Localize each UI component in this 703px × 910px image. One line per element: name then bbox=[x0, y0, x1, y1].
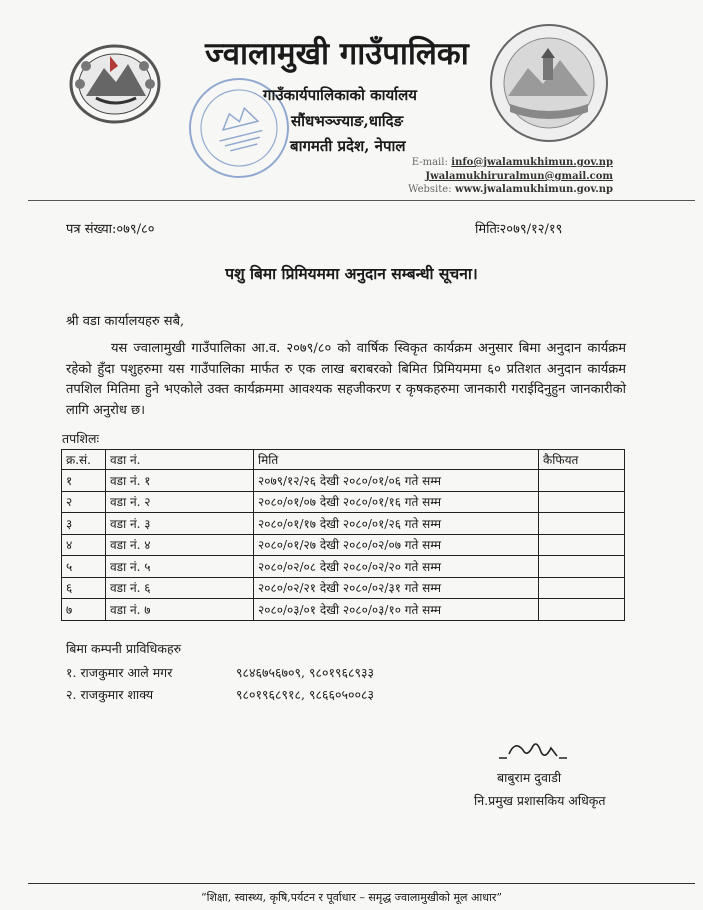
government-emblem bbox=[66, 36, 164, 128]
row-serial: ६ bbox=[62, 577, 106, 599]
table-row bbox=[62, 599, 625, 621]
header-ward: वडा नं. bbox=[106, 450, 254, 470]
row-remarks bbox=[539, 513, 625, 535]
row-serial: ३ bbox=[62, 513, 106, 535]
website-label: Website: bbox=[408, 184, 452, 195]
row-date: २०८०/०१/०७ देखी २०८०/०१/१६ गते सम्म bbox=[254, 491, 539, 513]
office-stamp bbox=[176, 65, 302, 191]
row-ward: वडा नं. ४ bbox=[106, 534, 254, 556]
row-ward: वडा नं. ५ bbox=[106, 556, 254, 578]
header-remarks: कैफियत bbox=[539, 450, 625, 470]
technician-phones: ९८०१९६८९१८, ९८६६०५००८३ bbox=[236, 687, 374, 702]
row-serial: ७ bbox=[62, 599, 106, 621]
handwritten-signature bbox=[497, 736, 569, 766]
email-line-2 bbox=[425, 171, 613, 182]
header-date: मिति bbox=[254, 450, 539, 470]
company-title: बिमा कम्पनी प्राविधिकहरु bbox=[66, 641, 182, 656]
letter-date: मितिः२०७९/१२/१९ bbox=[475, 222, 563, 237]
address-line-1: सौंधभञ्ज्याङ,धादिङ bbox=[291, 112, 404, 130]
row-date: २०७९/१२/२६ देखी २०८०/०१/०६ गते सम्म bbox=[254, 470, 539, 492]
row-remarks bbox=[539, 577, 625, 599]
row-date: २०८०/०२/२१ देखी २०८०/०२/३१ गते सम्म bbox=[254, 577, 539, 599]
header-divider bbox=[28, 200, 695, 201]
row-date: २०८०/०२/०८ देखी २०८०/०२/२० गते सम्म bbox=[254, 556, 539, 578]
footer-divider bbox=[28, 883, 695, 884]
table-header-row bbox=[62, 450, 625, 470]
table-row bbox=[62, 513, 625, 535]
table-row bbox=[62, 577, 625, 599]
municipality-logo bbox=[488, 22, 610, 144]
row-ward: वडा नं. ७ bbox=[106, 599, 254, 621]
row-serial: २ bbox=[62, 491, 106, 513]
email-link-1[interactable]: info@jwalamukhimun.gov.np bbox=[451, 157, 613, 168]
letter-number: पत्र संख्या:०७९/८० bbox=[66, 222, 155, 237]
row-date: २०८०/०१/१७ देखी २०८०/०१/२६ गते सम्म bbox=[254, 513, 539, 535]
row-serial: ४ bbox=[62, 534, 106, 556]
details-label: तपशिलः bbox=[62, 431, 99, 446]
header-serial: क्र.सं. bbox=[62, 450, 106, 470]
signer-name: बाबुराम दुवाडी bbox=[497, 770, 562, 785]
email-line-1 bbox=[412, 157, 613, 168]
row-date: २०८०/०१/२७ देखी २०८०/०२/०७ गते सम्म bbox=[254, 534, 539, 556]
footer-motto: “शिक्षा, स्वास्थ्य, कृषि,पर्यटन र पूर्वाधार – समृद्ध ज्वालामुखीको मूल आधार” bbox=[201, 891, 502, 904]
website-line bbox=[408, 184, 613, 195]
table-row bbox=[62, 491, 625, 513]
address-line-2: बागमती प्रदेश, नेपाल bbox=[290, 137, 406, 155]
row-remarks bbox=[539, 599, 625, 621]
letter-body: यस ज्वालामुखी गाउँपालिका आ.व. २०७९/८० को वार्षिक स्विकृत कार्यक्रम अनुसार बिमा अनुदान कार्यक्रम रहेको हुँदा पशुहरुमा यस गाउँपालिका मार्फत रु एक लाख बराबरको बिमित प्रिमियममा ६० प्रतिशत अनुदान कार्यक्रम तपशिल मितिमा हुने भएकोले उक्त कार्यक्रममा आवश्यक सहजीकरण र कृषकहरुमा जानकारी गराईदिनुहुन जानकारीको लागि अनुरोध छ। bbox=[66, 341, 626, 418]
email-label: E-mail: bbox=[411, 157, 448, 168]
row-ward: वडा नं. ३ bbox=[106, 513, 254, 535]
row-serial: ५ bbox=[62, 556, 106, 578]
salutation: श्री वडा कार्यालयहरु सबै, bbox=[66, 314, 185, 329]
schedule-table bbox=[61, 449, 625, 621]
office-name: गाउँकार्यपालिकाको कार्यालय bbox=[263, 86, 418, 104]
row-ward: वडा नं. ६ bbox=[106, 577, 254, 599]
table-row bbox=[62, 556, 625, 578]
technician-name: १. राजकुमार आले मगर bbox=[66, 665, 173, 680]
row-remarks bbox=[539, 491, 625, 513]
row-remarks bbox=[539, 534, 625, 556]
row-date: २०८०/०३/०१ देखी २०८०/०३/१० गते सम्म bbox=[254, 599, 539, 621]
signer-title: नि.प्रमुख प्रशासकिय अधिकृत bbox=[474, 793, 606, 808]
row-remarks bbox=[539, 556, 625, 578]
letter-subject: पशु बिमा प्रिमियममा अनुदान सम्बन्धी सूचना। bbox=[225, 264, 478, 283]
table-row bbox=[62, 534, 625, 556]
row-ward: वडा नं. २ bbox=[106, 491, 254, 513]
website-link[interactable]: www.jwalamukhimun.gov.np bbox=[455, 184, 613, 195]
row-serial: १ bbox=[62, 470, 106, 492]
technician-name: २. राजकुमार शाक्य bbox=[66, 687, 154, 702]
table-row bbox=[62, 470, 625, 492]
row-remarks bbox=[539, 470, 625, 492]
row-ward: वडा नं. १ bbox=[106, 470, 254, 492]
organization-name: ज्वालामुखी गाउँपालिका bbox=[205, 36, 469, 72]
email-link-2[interactable]: Jwalamukhiruralmun@gmail.com bbox=[425, 171, 613, 182]
technician-phones: ९८४६७५६७०९, ९८०१९६८९३३ bbox=[236, 665, 374, 680]
